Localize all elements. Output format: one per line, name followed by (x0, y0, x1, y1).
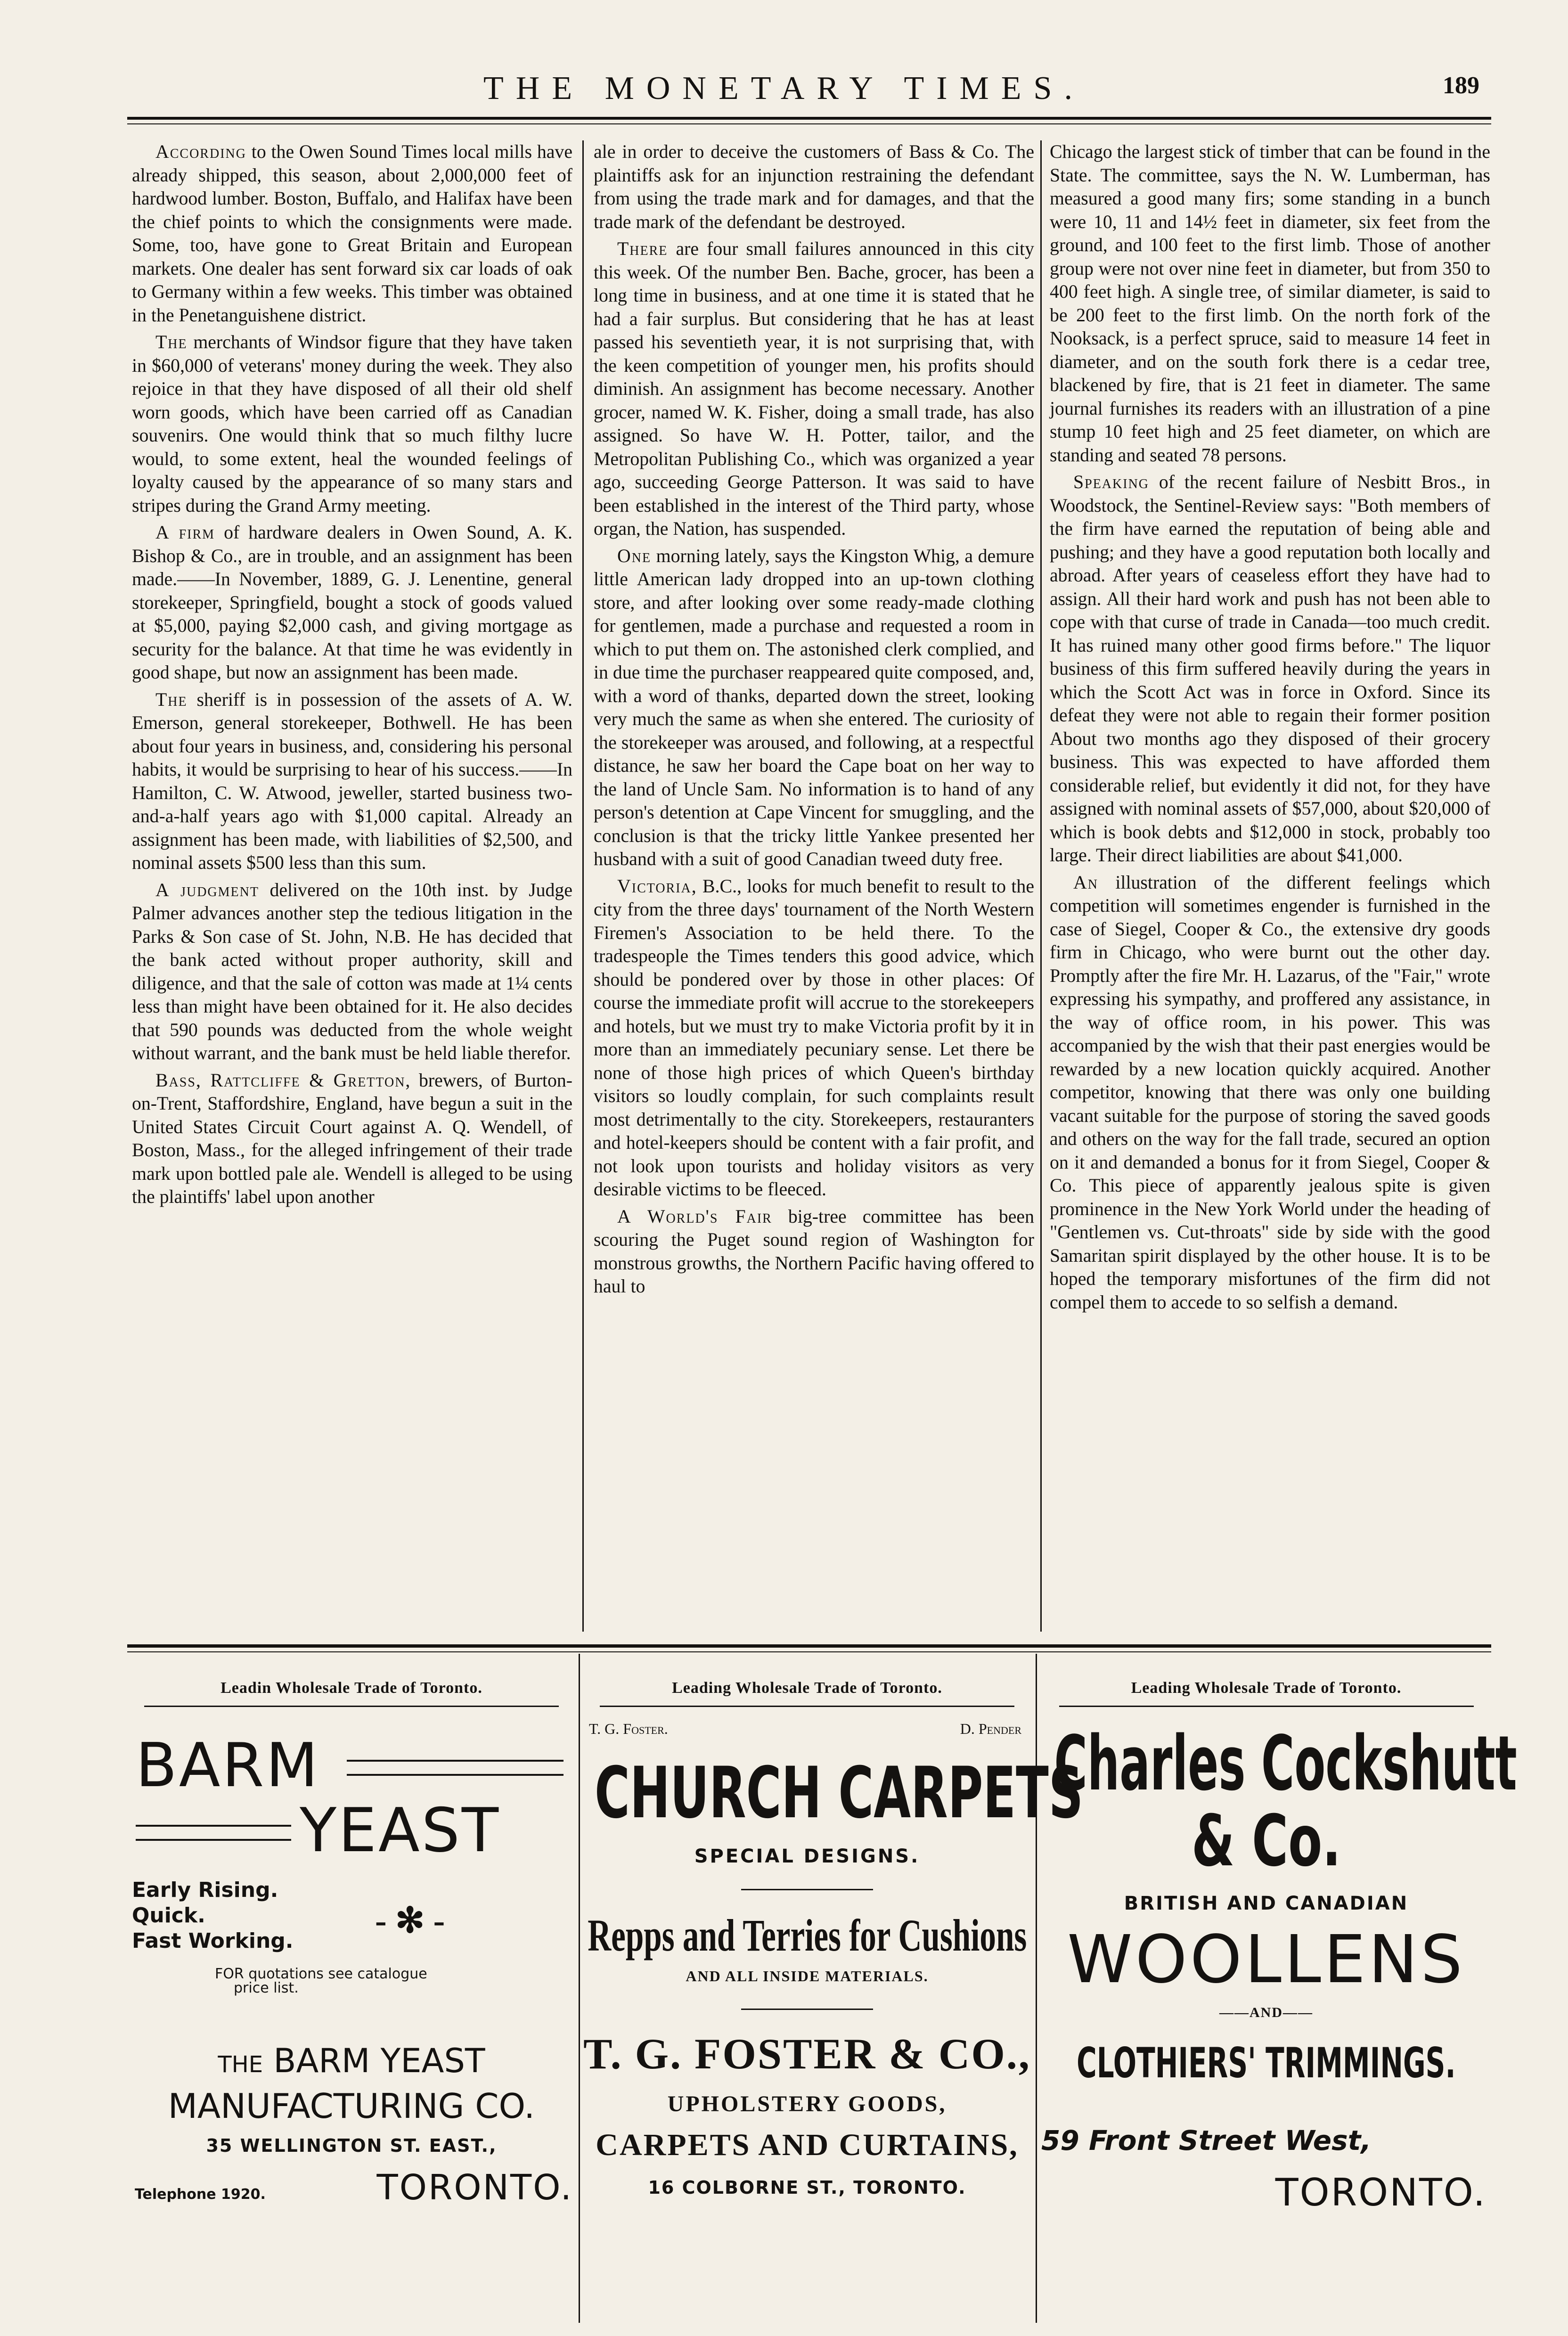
paragraph-lead: One (617, 545, 652, 566)
article-paragraph (1050, 871, 1490, 1315)
name-line1: Charles Cockshutt (1054, 1719, 1517, 1807)
article-paragraph (594, 237, 1034, 541)
woollens: WOOLLENS (1067, 1921, 1465, 1998)
company-line1: BARM YEAST (273, 2042, 485, 2080)
company-address: 59 Front Street West, (1041, 2124, 1372, 2156)
goods-line2: CARPETS AND CURTAINS, (596, 2128, 1019, 2162)
article-paragraph (594, 545, 1034, 871)
ads-rule-thin (127, 1651, 1491, 1652)
masthead-rule-thick (127, 117, 1491, 120)
company-name (130, 2040, 573, 2127)
repps-terries: Repps and Terries for Cushions (587, 1910, 1027, 1960)
partner-left: T. G. Foster. (589, 1720, 668, 1737)
paragraph-text: ale in order to deceive the customers of Bass & Co. The plaintiffs ask for an injunction restraining the defendant from using the trade mark and for damages, and that the trade mark of the defendant be destroyed. (594, 141, 1034, 232)
quote-note-line2: price list. (234, 1980, 299, 1996)
ads-divider-1 (579, 1654, 580, 2323)
article-paragraph (594, 1205, 1034, 1299)
quote-note (215, 1967, 573, 1995)
article-paragraph (132, 1069, 572, 1209)
ad-heading: Leading Wholesale Trade of Toronto. (672, 1679, 942, 1697)
feature-early-rising: Early Rising. (132, 1878, 278, 1902)
column-divider-1 (582, 140, 584, 1632)
article-column-middle (594, 140, 1034, 1630)
advert-barm-yeast (130, 1677, 573, 2320)
article-paragraph (1050, 471, 1490, 867)
company-address: 35 WELLINGTON ST. EAST., (206, 2135, 497, 2156)
brand-rule-bottom (136, 1825, 291, 1841)
goods-line1: UPHOLSTERY GOODS, (667, 2091, 947, 2116)
feature-fast-working: Fast Working. (132, 1929, 294, 1953)
company-address: 16 COLBORNE ST., TORONTO. (648, 2177, 966, 2198)
article-paragraph (594, 875, 1034, 1201)
masthead-rule-thin (127, 123, 1491, 124)
ad-heading: Leading Wholesale Trade of Toronto. (1131, 1679, 1402, 1697)
paragraph-text: to the Owen Sound Times local mills have already shipped, this season, about 2,000,000 feet of hardwood lumber. Boston, Buffalo, and Halifax have been the chief points to which the consignments were made. Some, too, have gone to Great Britain and European markets. One dealer has sent forward six car loads of oak to Germany within a few weeks. This timber was obtained in the Penetanguishene district. (132, 141, 572, 326)
article-paragraph (1050, 140, 1490, 467)
ad-heading-rule (600, 1706, 1014, 1707)
city: TORONTO. (1275, 2171, 1486, 2214)
paragraph-text: B.C., looks for much benefit to result to the city from the three days' tournament of the North Western Firemen's Association to be held there. To the tradespeople the Times tenders this good advice, which should be pondered over by those in other places: Of course the immediate profit will accrue to the storekeepers and hotels, but we must try to make Victoria profit by it in more than an immediately pecuniary sense. Let there be none of those high prices of which Queen's birthday visitors so loudly complain, for such complaints result most detrimentally to the city. Storekeepers, restauranters and hotel-keepers should be content with a fair profit, and not look upon tourists and holiday visitors as very desirable victims to be fleeced. (594, 875, 1034, 1200)
ads-rule-thick (127, 1644, 1491, 1648)
company-the: THE (218, 2051, 263, 2078)
paragraph-text: are four small failures announced in this city this week. Of the number Ben. Bache, grocer, has been a long time in business, and at one time it is stated that he had a fair surplus. But considering that he has at least passed his seventieth year, it is not surprising that, with the keen competition of younger men, his profits should diminish. An assignment has become necessary. Another grocer, named W. K. Fisher, doing a small trade, has also assigned. So have W. H. Potter, tailor, and the Metropolitan Publishing Co., which was organized a year ago, succeeding George Patterson. It was said to have been established in the interest of the Third party, whose organ, the Nation, has suspended. (594, 238, 1034, 539)
company-line2: MANUFACTURING CO. (168, 2086, 535, 2126)
page-number: 189 (1443, 72, 1479, 99)
headline-church-carpets: CHURCH CARPETS (595, 1752, 1084, 1834)
paragraph-lead: A World's Fair (617, 1206, 772, 1227)
paragraph-text: morning lately, says the Kingston Whig, a demure little American lady dropped into an up-town clothing store, and after looking over some ready-made clothing for gentlemen, made a purchase and requested a room in which to put them on. The astonished clerk complied, and in due time the purchaser reappeared quite composed, and, with a word of thanks, departed down the street, looking very much the same as when she entered. The curiosity of the storekeeper was aroused, and following, at a respectful distance, he saw her board the Cape boat on her way to the land of Uncle Sam. No information is to hand of any person's detention at Cape Vincent for smuggling, and the conclusion is that the tricky little Yankee presented her husband with a suit of good Canadian tweed duty free. (594, 545, 1034, 869)
article-paragraph (132, 331, 572, 517)
article-paragraph (132, 140, 572, 327)
rule-2 (741, 2009, 873, 2010)
article-paragraph (594, 140, 1034, 234)
paragraph-lead: According (155, 141, 246, 162)
advert-charles-cockshutt (1041, 1677, 1517, 2320)
article-column-right (1050, 140, 1490, 1630)
advert-tg-foster (583, 1677, 1084, 2320)
ad-heading-rule (144, 1706, 559, 1707)
ad-heading: Leadin Wholesale Trade of Toronto. (220, 1679, 482, 1697)
paragraph-text: sheriff is in possession of the assets of A. W. Emerson, general storekeeper, Bothwell. He has been about four years in business, and, considering his personal habits, it would be surprising to hear of his success.——In Hamilton, C. W. Atwood, jeweller, started business two-and-a-half years ago with $1,000 capital. Already an assignment has been made, with liabilities of $2,500, and nominal assets $500 less than this sum. (132, 689, 572, 873)
ad-heading-rule (1059, 1706, 1474, 1707)
paragraph-text: brewers, of Burton-on-Trent, Staffordshire, England, have begun a suit in the United States Circuit Court against A. Q. Wendell, of Boston, Mass., for the alleged infringement of their trade mark upon bottled pale ale. Wendell is alleged to be using the plaintiffs' label upon another (132, 1070, 572, 1207)
clothiers-trimmings: CLOTHIERS' TRIMMINGS. (1077, 2039, 1456, 2087)
paragraph-lead: An (1073, 872, 1098, 893)
and-separator: ——AND—— (1219, 2005, 1313, 2020)
paragraph-lead: There (617, 238, 668, 259)
special-designs: SPECIAL DESIGNS. (694, 1846, 920, 1867)
paragraph-text: of hardware dealers in Owen Sound, A. K. Bishop & Co., are in trouble, and an assignment has been made.——In November, 1889, G. J. Lenentine, general storekeeper, Springfield, bought a stock of goods valued at $5,000, paying $2,000 cash, and giving mortgage as security for the balance. At that time he was evidently in good shape, but now an assignment has been made. (132, 522, 572, 683)
brand-rule-top (347, 1760, 564, 1776)
paragraph-lead: Victoria, (617, 875, 697, 897)
quote-note-line1: FOR quotations see catalogue (215, 1966, 427, 1982)
ornament-star-icon: - ✻ - (375, 1902, 445, 1940)
name-line2: & Co. (1191, 1800, 1341, 1882)
paragraph-lead: Bass, Rattcliffe & Gretton, (155, 1070, 411, 1091)
paragraph-text: illustration of the different feelings which competition will sometimes engender is furnished in the case of Siegel, Cooper & Co., the extensive dry goods firm in Chicago, who were burnt out the other day. Promptly after the fire Mr. H. Lazarus, of the "Fair," wrote expressing his sympathy, and proffered any assistance, in the way of office room, in his power. This was accompanied by the wish that their past energies would be rewarded by a new location quickly acquired. Another competitor, knowing that there was only one building vacant suitable for the purpose of storing the saved goods and others on the way for the fall trade, secured an option on it and demanded a bonus for it from Siegel, Cooper & Co. This piece of apparently jealous spite is given prominence in the New York World under the heading of "Gentlemen vs. Cut-throats" side by side with the good Samaritan spirit displayed by the other house. It is to be hoped the temporary misfortunes of the firm did not compel them to accede to so selfish a demand. (1050, 872, 1490, 1313)
article-paragraph (132, 879, 572, 1065)
company-name: T. G. FOSTER & CO., (583, 2030, 1031, 2078)
city: TORONTO. (376, 2167, 573, 2208)
paragraph-lead: The (155, 332, 188, 352)
paragraph-lead: A firm (155, 522, 215, 543)
partner-right: D. Pender (960, 1720, 1021, 1737)
paragraph-text: delivered on the 10th inst. by Judge Palmer advances another step the tedious litigation in the Parks & Son case of St. John, N.B. He has decided that the bank acted without proper authority, skill and diligence, and that the sale of cotton was made at 1¼ cents less than might have been obtained for it. He also decides that 590 pounds was deducted from the whole weight without warrant, and the bank must be held liable therefor. (132, 879, 572, 1063)
paragraph-lead: The (155, 689, 188, 710)
british-canadian: BRITISH AND CANADIAN (1124, 1893, 1409, 1914)
masthead-title: THE MONETARY TIMES. (483, 70, 1085, 106)
brand-barm: BARM (136, 1731, 320, 1801)
article-paragraph (132, 688, 572, 875)
inside-materials: AND ALL INSIDE MATERIALS. (686, 1968, 929, 1985)
paragraph-text: Chicago the largest stick of timber that can be found in the State. The committee, says the N. W. Lumberman, has measured a good many firs; some standing in a bunch were 10, 11 and 14½ feet in diameter, six feet from the ground, and 100 feet to the first limb. Those of another group were not over nine feet in diameter, but from 350 to 400 feet high. A single tree, of similar diameter, is said to be 200 feet to the first limb. On the north fork of the Nooksack, is a perfect spruce, said to measure 14 feet in diameter, and on the south fork there is a cedar tree, blackened by fire, that is 21 feet in diameter. The same journal furnishes its readers with an illustration of a pine stump 10 feet high and 25 feet diameter, on which are standing and seated 78 persons. (1050, 141, 1490, 466)
rule-1 (741, 1889, 873, 1890)
brand-yeast: YEAST (300, 1796, 501, 1866)
article-column-left (132, 140, 572, 1630)
paragraph-lead: A judgment (155, 879, 259, 900)
feature-quick: Quick. (132, 1903, 205, 1928)
paragraph-lead: Speaking (1073, 472, 1150, 492)
article-paragraph (132, 521, 572, 685)
column-divider-2 (1040, 140, 1042, 1632)
paragraph-text: of the recent failure of Nesbitt Bros., in Woodstock, the Sentinel-Review says: "Both members of the firm have earned the reputation of being able and pushing; and they have a good reputation both locally and abroad. After years of ceaseless effort they have had to assign. All their hard work and push has not been able to cope with that curse of trade in Canada—too much credit. It has ruined many other good firms before." The liquor business of this firm suffered heavily during the years in which the Scott Act was in force in Oxford. Since its defeat they were not able to regain their former position About two months ago they disposed of their grocery business. This was expected to have afforded them considerable relief, but evidently it did not, for they have assigned with nominal assets of $57,000, about $20,000 of which is book debts and $12,000 in stock, probably too large. Their direct liabilities are about $41,000. (1050, 472, 1490, 866)
paragraph-text: merchants of Windsor figure that they have taken in $60,000 of veterans' money during the week. They also rejoice in that they have disposed of all their old shelf worn goods, which have been carried off as Canadian souvenirs. One would think that so much filthy lucre would, to some extent, heal the wounded feelings of loyalty caused by the appearance of so many stars and stripes during the Grand Army meeting. (132, 332, 572, 516)
paragraph-text: big-tree committee has been scouring the Puget sound region of Washington for monstrous growths, the Northern Pacific having offered to haul to (594, 1206, 1034, 1297)
telephone: Telephone 1920. (135, 2186, 266, 2203)
features-list (132, 1878, 293, 1954)
